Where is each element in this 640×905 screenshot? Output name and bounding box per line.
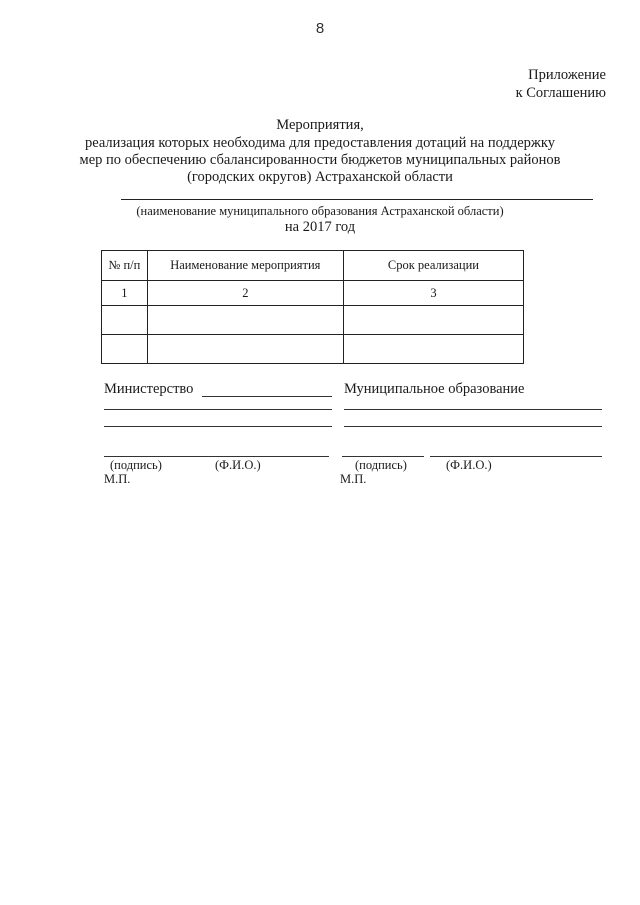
municipality-caption: (наименование муниципального образования Астраханской области): [136, 204, 504, 218]
ministry-line: [104, 409, 332, 410]
table-header-row: [102, 251, 524, 281]
municipality-stamp: М.П.: [340, 472, 367, 486]
ministry-signature-line: [104, 456, 329, 457]
appendix-reference: к Соглашению: [515, 85, 606, 101]
column-number-row: [102, 281, 524, 306]
table-cell: [102, 306, 148, 335]
table-row: [102, 306, 524, 335]
municipality-fio-caption: (Ф.И.О.): [446, 458, 492, 472]
year-line: на 2017 год: [284, 219, 356, 235]
table-cell: [343, 306, 523, 335]
table-cell: [102, 335, 148, 364]
municipality-signature-line: [342, 456, 424, 457]
ministry-fio-caption: (Ф.И.О.): [215, 458, 261, 472]
header-number: № п/п: [102, 251, 148, 281]
municipality-fio-line: [430, 456, 602, 457]
table-cell: [147, 335, 343, 364]
table-cell: [343, 335, 523, 364]
municipality-signature-caption: (подпись): [355, 458, 407, 472]
municipality-line: [344, 409, 602, 410]
header-deadline: Срок реализации: [343, 251, 523, 281]
ministry-name-line: [202, 396, 332, 397]
document-subtitle-line-1: реализация которых необходима для предоставления дотаций на поддержку: [84, 135, 556, 151]
column-number: 2: [147, 281, 343, 306]
column-number: 1: [102, 281, 148, 306]
ministry-line: [104, 426, 332, 427]
document-title: Мероприятия,: [276, 117, 364, 133]
ministry-stamp: М.П.: [104, 472, 131, 486]
column-number: 3: [343, 281, 523, 306]
document-subtitle-line-3: (городских округов) Астраханской области: [187, 169, 453, 185]
page-number: 8: [315, 20, 325, 37]
ministry-signature-caption: (подпись): [110, 458, 162, 472]
appendix-title: Приложение: [528, 67, 606, 83]
table-row: [102, 335, 524, 364]
events-table: [101, 250, 524, 364]
municipality-name-line: [121, 199, 593, 200]
ministry-label: Министерство: [104, 381, 194, 397]
table-cell: [147, 306, 343, 335]
municipality-label: Муниципальное образование: [344, 381, 525, 397]
header-event-name: Наименование мероприятия: [147, 251, 343, 281]
municipality-line: [344, 426, 602, 427]
document-subtitle-line-2: мер по обеспечению сбалансированности бюджетов муниципальных районов: [79, 152, 561, 168]
